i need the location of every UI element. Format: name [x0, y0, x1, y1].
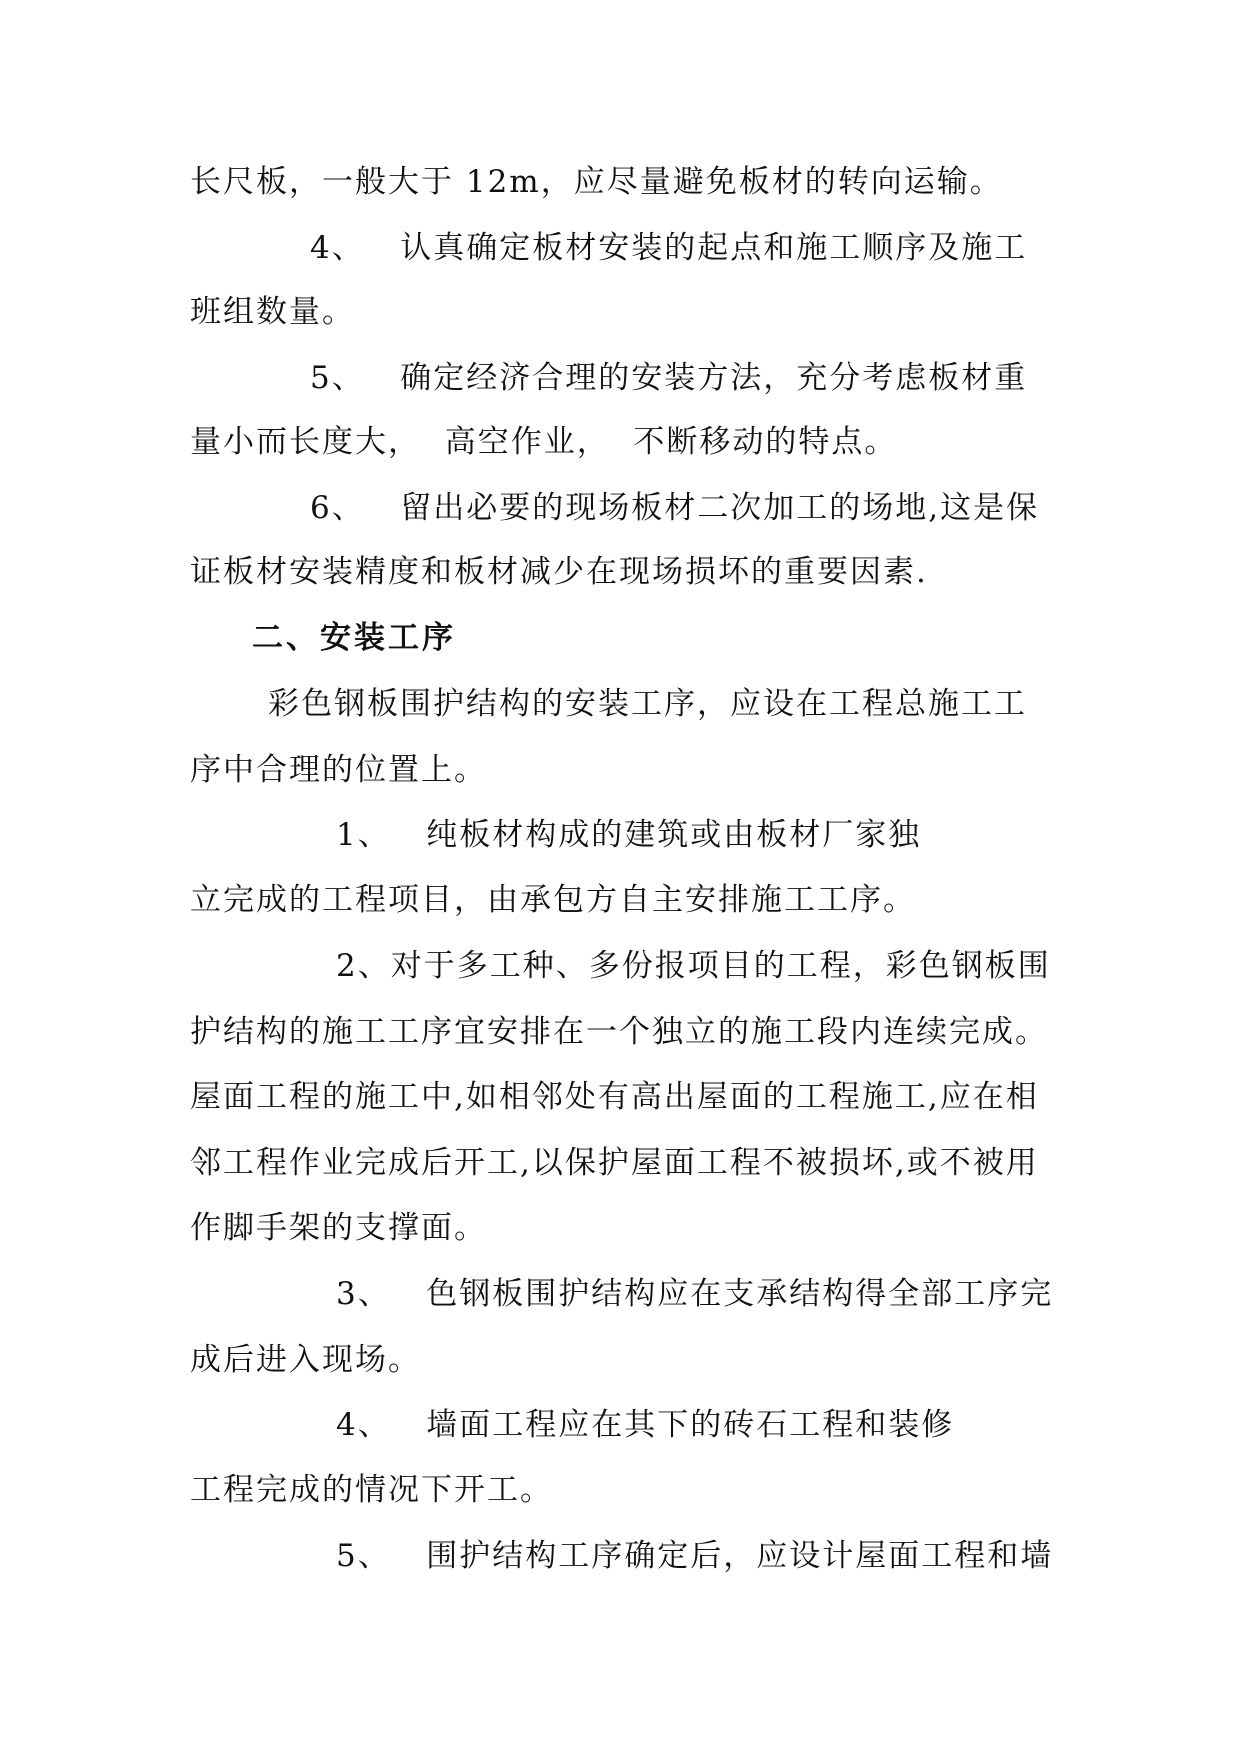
- text-line-18: 3、 色钢板围护结构应在支承结构得全部工序完: [336, 1276, 1054, 1312]
- text-line-9: 彩色钢板围护结构的安装工序，应设在工程总施工工: [268, 686, 1027, 722]
- text-line-16: 邻工程作业完成后开工,以保护屋面工程不被损坏,或不被用: [190, 1145, 1039, 1181]
- text-line-1: 长尺板，一般大于 12m，应尽量避免板材的转向运输。: [190, 164, 1003, 200]
- text-line-22: 5、 围护结构工序确定后，应设计屋面工程和墙: [336, 1538, 1054, 1574]
- text-line-11: 1、 纯板材构成的建筑或由板材厂家独: [336, 817, 922, 853]
- text-line-21: 工程完成的情况下开工。: [190, 1472, 553, 1508]
- text-line-13: 2、对于多工种、多份报项目的工程，彩色钢板围: [336, 948, 1051, 984]
- section-heading: 二、安装工序: [252, 620, 456, 656]
- text-line-3: 班组数量。: [190, 294, 355, 330]
- text-line-12: 立完成的工程项目，由承包方自主安排施工工序。: [190, 882, 916, 918]
- text-line-5: 量小而长度大， 高空作业， 不断移动的特点。: [190, 424, 898, 460]
- text-line-2: 4、 认真确定板材安装的起点和施工顺序及施工: [310, 230, 1028, 266]
- text-line-14: 护结构的施工工序宜安排在一个独立的施工段内连续完成。: [190, 1014, 1048, 1050]
- text-line-10: 序中合理的位置上。: [190, 752, 487, 788]
- text-line-15: 屋面工程的施工中,如相邻处有高出屋面的工程施工,应在相: [190, 1079, 1039, 1115]
- text-line-4: 5、 确定经济合理的安装方法，充分考虑板材重: [310, 360, 1028, 396]
- text-line-6: 6、 留出必要的现场板材二次加工的场地,这是保: [310, 490, 1040, 526]
- text-line-7: 证板材安装精度和板材减少在现场损坏的重要因素.: [190, 554, 928, 590]
- text-line-19: 成后进入现场。: [190, 1342, 421, 1378]
- text-line-20: 4、 墙面工程应在其下的砖石工程和装修: [336, 1407, 955, 1443]
- text-line-17: 作脚手架的支撑面。: [190, 1210, 487, 1246]
